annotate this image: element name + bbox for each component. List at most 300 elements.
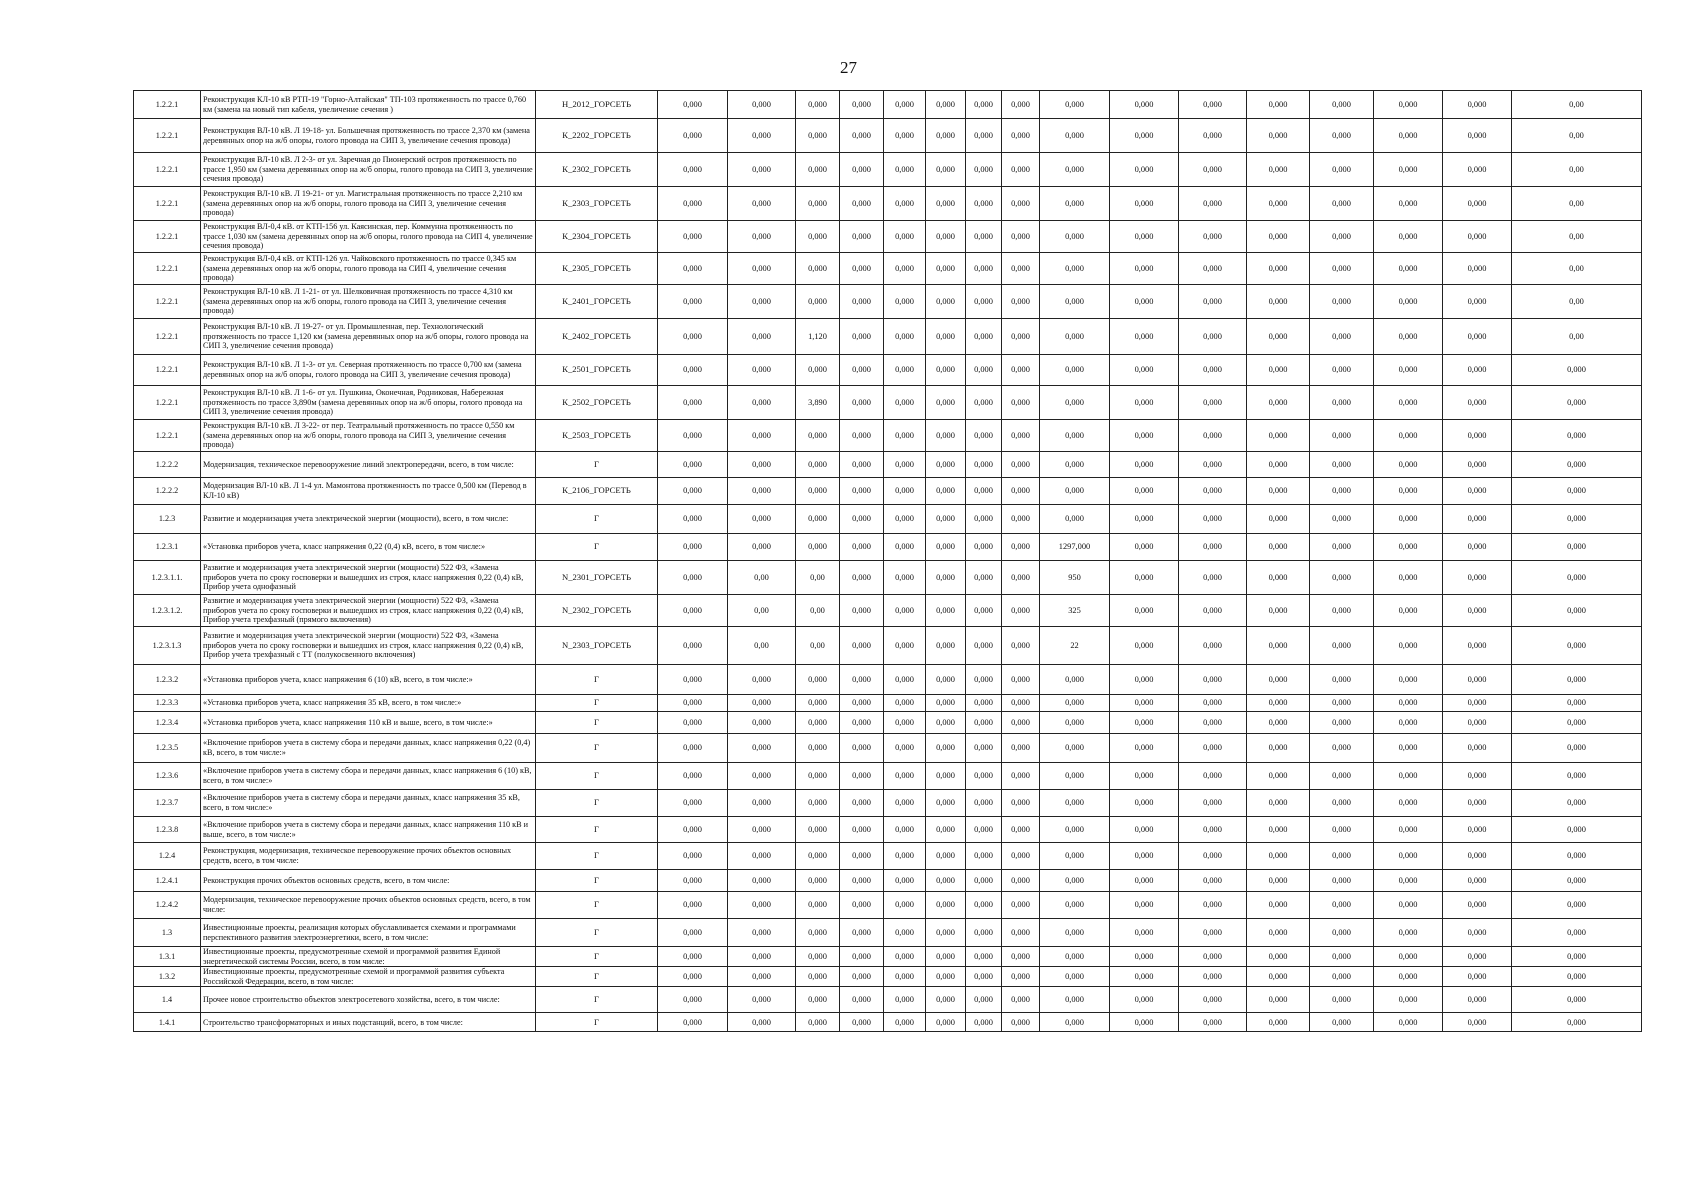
row-id-cell: 1.2.3.8	[134, 817, 201, 843]
row-value-cell: 0,000	[1247, 763, 1310, 790]
row-value-cell: 0,000	[1247, 119, 1310, 153]
row-id-cell: 1.2.3.4	[134, 712, 201, 734]
row-code-cell: Г	[536, 843, 658, 870]
row-value-cell: 0,000	[926, 790, 966, 817]
row-value-cell: 0,000	[884, 285, 926, 319]
table-row	[134, 355, 1642, 386]
row-value-cell: 0,000	[1374, 285, 1443, 319]
row-value-cell: 0,000	[966, 355, 1002, 386]
row-value-cell: 0,000	[1179, 505, 1247, 534]
row-value-cell: 0,000	[1512, 420, 1642, 452]
row-value-cell: 0,000	[1002, 967, 1040, 987]
table-row	[134, 790, 1642, 817]
row-value-cell: 0,000	[884, 187, 926, 221]
row-id-cell: 1.2.2.1	[134, 253, 201, 285]
row-id-cell: 1.2.2.1	[134, 221, 201, 253]
row-value-cell: 0,000	[840, 561, 884, 595]
row-value-cell: 0,000	[1247, 870, 1310, 892]
row-value-cell: 0,000	[658, 386, 728, 420]
row-value-cell: 0,000	[1040, 763, 1110, 790]
row-description-cell: Реконструкция ВЛ-10 кВ. Л 1-21- от ул. Шелковичная протяженность по трассе 4,310 км (замена деревянных опор на ж/б опоры, голого провода на СИП 3, увеличение сечения провода)	[201, 285, 536, 319]
investment-program-table	[133, 90, 1642, 1032]
row-value-cell: 0,000	[1512, 987, 1642, 1013]
row-value-cell: 0,000	[966, 967, 1002, 987]
row-value-cell: 0,000	[1040, 478, 1110, 505]
row-code-cell: N_2301_ГОРСЕТЬ	[536, 561, 658, 595]
row-code-cell: Г	[536, 892, 658, 919]
row-value-cell: 0,000	[1310, 534, 1374, 561]
row-value-cell: 0,000	[1110, 119, 1179, 153]
row-value-cell: 0,000	[1443, 627, 1512, 665]
page-number: 27	[840, 58, 857, 77]
row-value-cell: 0,000	[658, 817, 728, 843]
row-value-cell: 0,000	[1374, 843, 1443, 870]
row-value-cell: 0,000	[1247, 452, 1310, 478]
row-value-cell: 0,000	[884, 919, 926, 947]
row-code-cell: К_2202_ГОРСЕТЬ	[536, 119, 658, 153]
row-id-cell: 1.2.2.1	[134, 285, 201, 319]
row-id-cell: 1.2.2.1	[134, 91, 201, 119]
row-value-cell: 0,000	[884, 1013, 926, 1032]
row-value-cell: 0,000	[1374, 386, 1443, 420]
row-value-cell: 0,000	[1179, 919, 1247, 947]
row-description-cell: Инвестиционные проекты, предусмотренные схемой и программой развития субъекта Российской Федерации, всего, в том числе:	[201, 967, 536, 987]
row-value-cell: 0,000	[1443, 386, 1512, 420]
row-value-cell: 0,000	[840, 790, 884, 817]
row-value-cell: 0,000	[1512, 817, 1642, 843]
row-value-cell: 0,000	[1374, 870, 1443, 892]
row-id-cell: 1.2.2.1	[134, 355, 201, 386]
row-value-cell: 0,000	[1110, 452, 1179, 478]
row-id-cell: 1.2.2.1	[134, 386, 201, 420]
row-value-cell: 0,000	[1310, 763, 1374, 790]
row-value-cell: 0,000	[796, 153, 840, 187]
row-value-cell: 0,000	[1002, 790, 1040, 817]
row-value-cell: 0,000	[926, 153, 966, 187]
row-value-cell: 0,000	[1110, 665, 1179, 695]
row-value-cell: 0,000	[926, 870, 966, 892]
row-value-cell: 0,000	[1310, 285, 1374, 319]
row-description-cell: «Включение приборов учета в систему сбора и передачи данных, класс напряжения 110 кВ и выше, всего, в том числе:»	[201, 817, 536, 843]
row-value-cell: 0,000	[796, 947, 840, 967]
row-value-cell: 0,000	[1247, 790, 1310, 817]
row-value-cell: 0,000	[1374, 947, 1443, 967]
row-value-cell: 0,000	[1110, 987, 1179, 1013]
row-value-cell: 0,000	[1310, 665, 1374, 695]
row-value-cell: 0,000	[1110, 817, 1179, 843]
row-value-cell: 0,000	[926, 892, 966, 919]
row-value-cell: 0,000	[1002, 355, 1040, 386]
row-value-cell: 0,000	[840, 595, 884, 627]
row-value-cell: 0,000	[1374, 452, 1443, 478]
row-value-cell: 0,000	[1110, 919, 1179, 947]
row-value-cell: 0,000	[796, 452, 840, 478]
row-value-cell: 0,000	[658, 452, 728, 478]
row-value-cell: 0,000	[840, 119, 884, 153]
row-value-cell: 0,000	[1443, 734, 1512, 763]
table-row	[134, 119, 1642, 153]
row-value-cell: 0,000	[1310, 734, 1374, 763]
row-value-cell: 0,000	[926, 695, 966, 712]
row-value-cell: 0,000	[1040, 420, 1110, 452]
row-value-cell: 0,000	[926, 843, 966, 870]
row-description-cell: Модернизация ВЛ-10 кВ. Л 1-4 ул. Мамонтова протяженность по трассе 0,500 км (Перевод в КЛ-10 кВ)	[201, 478, 536, 505]
row-value-cell: 0,000	[1179, 91, 1247, 119]
row-value-cell: 0,000	[966, 919, 1002, 947]
row-value-cell: 0,000	[1002, 561, 1040, 595]
row-value-cell: 0,000	[1247, 665, 1310, 695]
row-value-cell: 0,000	[1110, 505, 1179, 534]
table-row	[134, 534, 1642, 561]
row-id-cell: 1.2.2.1	[134, 420, 201, 452]
row-value-cell: 0,000	[728, 478, 796, 505]
row-value-cell: 0,000	[1110, 386, 1179, 420]
row-description-cell: Инвестиционные проекты, предусмотренные схемой и программой развития Единой энергетической системы России, всего, в том числе:	[201, 947, 536, 967]
row-value-cell: 0,000	[1110, 627, 1179, 665]
row-value-cell: 0,000	[1247, 355, 1310, 386]
row-value-cell: 0,000	[1512, 355, 1642, 386]
row-value-cell: 0,000	[1374, 187, 1443, 221]
row-value-cell: 0,000	[926, 452, 966, 478]
row-value-cell: 0,000	[1110, 319, 1179, 355]
row-value-cell: 0,000	[926, 595, 966, 627]
row-code-cell: К_2401_ГОРСЕТЬ	[536, 285, 658, 319]
row-value-cell: 0,000	[1374, 534, 1443, 561]
row-value-cell: 0,000	[840, 665, 884, 695]
row-value-cell: 0,000	[728, 712, 796, 734]
row-description-cell: Развитие и модернизация учета электрической энергии (мощности) 522 ФЗ, «Замена приборов учета по сроку госповерки и вышедших из строя, класс напряжения 0,22 (0,4) кВ, Прибор учета трехфазный (прямого включения)	[201, 595, 536, 627]
row-value-cell: 0,000	[1512, 386, 1642, 420]
row-value-cell: 0,000	[926, 534, 966, 561]
row-value-cell: 0,000	[840, 843, 884, 870]
row-value-cell: 0,000	[840, 253, 884, 285]
row-value-cell: 0,000	[1443, 843, 1512, 870]
row-value-cell: 0,000	[966, 285, 1002, 319]
row-value-cell: 0,000	[796, 695, 840, 712]
table-row	[134, 817, 1642, 843]
row-value-cell: 0,000	[1374, 319, 1443, 355]
row-value-cell: 0,000	[884, 627, 926, 665]
row-value-cell: 0,000	[840, 355, 884, 386]
row-description-cell: Реконструкция ВЛ-10 кВ. Л 3-22- от пер. Театральный протяженность по трассе 0,550 км (замена деревянных опор на ж/б опоры, голого провода на СИП 3, увеличение сечения провода)	[201, 420, 536, 452]
row-value-cell: 0,000	[796, 763, 840, 790]
row-value-cell: 0,000	[728, 665, 796, 695]
row-value-cell: 0,000	[1247, 153, 1310, 187]
row-value-cell: 0,000	[1374, 817, 1443, 843]
row-value-cell: 0,000	[840, 817, 884, 843]
table-row	[134, 478, 1642, 505]
row-value-cell: 0,00	[728, 595, 796, 627]
row-value-cell: 0,000	[796, 1013, 840, 1032]
row-value-cell: 0,000	[1179, 187, 1247, 221]
row-value-cell: 0,000	[658, 665, 728, 695]
row-value-cell: 0,000	[840, 386, 884, 420]
row-value-cell: 0,000	[884, 695, 926, 712]
row-value-cell: 0,000	[658, 790, 728, 817]
row-value-cell: 0,000	[1310, 712, 1374, 734]
row-value-cell: 0,000	[884, 420, 926, 452]
row-value-cell: 0,000	[926, 91, 966, 119]
row-value-cell: 0,000	[728, 870, 796, 892]
row-value-cell: 0,000	[926, 285, 966, 319]
table-row	[134, 870, 1642, 892]
row-value-cell: 0,000	[1512, 892, 1642, 919]
row-value-cell: 0,000	[1002, 947, 1040, 967]
row-value-cell: 0,000	[926, 919, 966, 947]
row-value-cell: 0,00	[728, 627, 796, 665]
row-value-cell: 0,000	[1374, 665, 1443, 695]
row-value-cell: 0,000	[926, 817, 966, 843]
table-row	[134, 595, 1642, 627]
row-value-cell: 0,000	[796, 91, 840, 119]
row-value-cell: 0,000	[1247, 1013, 1310, 1032]
row-value-cell: 0,000	[884, 987, 926, 1013]
row-value-cell: 0,000	[796, 355, 840, 386]
row-value-cell: 0,000	[1002, 386, 1040, 420]
table-row	[134, 319, 1642, 355]
row-value-cell: 0,000	[1040, 355, 1110, 386]
row-value-cell: 0,000	[1512, 947, 1642, 967]
row-value-cell: 0,000	[840, 967, 884, 987]
row-value-cell: 0,000	[1002, 91, 1040, 119]
row-value-cell: 0,000	[1040, 734, 1110, 763]
row-value-cell: 0,000	[926, 561, 966, 595]
row-value-cell: 0,000	[796, 119, 840, 153]
row-code-cell: К_2501_ГОРСЕТЬ	[536, 355, 658, 386]
row-value-cell: 0,000	[728, 987, 796, 1013]
row-value-cell: 0,000	[926, 355, 966, 386]
row-value-cell: 0,000	[658, 534, 728, 561]
row-value-cell: 0,000	[728, 452, 796, 478]
row-value-cell: 0,000	[728, 967, 796, 987]
row-value-cell: 0,000	[1247, 712, 1310, 734]
row-value-cell: 0,000	[1002, 892, 1040, 919]
row-code-cell: Г	[536, 870, 658, 892]
row-value-cell: 0,000	[884, 221, 926, 253]
row-value-cell: 0,000	[658, 561, 728, 595]
row-description-cell: Реконструкция ВЛ-10 кВ. Л 1-3- от ул. Северная протяженность по трассе 0,700 км (замена деревянных опор на ж/б опоры, голого провода на СИП 3, увеличение сечения провода)	[201, 355, 536, 386]
row-value-cell: 0,000	[1374, 119, 1443, 153]
row-value-cell: 0,000	[1443, 947, 1512, 967]
row-id-cell: 1.4.1	[134, 1013, 201, 1032]
row-value-cell: 0,000	[966, 947, 1002, 967]
row-code-cell: Г	[536, 919, 658, 947]
row-value-cell: 0,000	[1110, 734, 1179, 763]
row-value-cell: 0,000	[1002, 505, 1040, 534]
row-value-cell: 0,000	[1179, 221, 1247, 253]
row-value-cell: 0,000	[966, 153, 1002, 187]
row-id-cell: 1.3.1	[134, 947, 201, 967]
row-value-cell: 0,000	[1512, 665, 1642, 695]
row-value-cell: 0,000	[1374, 253, 1443, 285]
row-value-cell: 0,000	[840, 187, 884, 221]
row-value-cell: 0,000	[926, 947, 966, 967]
row-value-cell: 0,000	[658, 843, 728, 870]
row-value-cell: 0,000	[1002, 319, 1040, 355]
row-value-cell: 0,000	[840, 91, 884, 119]
row-value-cell: 0,000	[840, 534, 884, 561]
row-value-cell: 0,000	[1443, 987, 1512, 1013]
row-value-cell: 0,000	[966, 386, 1002, 420]
row-value-cell: 0,000	[1247, 91, 1310, 119]
row-value-cell: 0,000	[1310, 595, 1374, 627]
row-value-cell: 0,000	[884, 843, 926, 870]
row-value-cell: 0,000	[1443, 478, 1512, 505]
row-value-cell: 0,000	[728, 734, 796, 763]
row-id-cell: 1.2.3	[134, 505, 201, 534]
row-value-cell: 0,000	[884, 790, 926, 817]
row-description-cell: Инвестиционные проекты, реализация которых обуславливается схемами и программами перспективного развития электроэнергетики, всего, в том числе:	[201, 919, 536, 947]
row-value-cell: 3,890	[796, 386, 840, 420]
row-value-cell: 1297,000	[1040, 534, 1110, 561]
row-value-cell: 0,000	[966, 595, 1002, 627]
row-value-cell: 0,000	[1179, 967, 1247, 987]
row-value-cell: 0,000	[1002, 734, 1040, 763]
row-value-cell: 0,000	[1110, 947, 1179, 967]
row-description-cell: Реконструкция ВЛ-0,4 кВ. от КТП-156 ул. Каясинская, пер. Коммунна протяженность по трассе 1,030 км (замена деревянных опор на ж/б опоры, голого провода на СИП 4, увеличение сечения провода)	[201, 221, 536, 253]
row-id-cell: 1.2.2.1	[134, 187, 201, 221]
row-value-cell: 0,000	[1179, 763, 1247, 790]
row-value-cell: 0,000	[1443, 285, 1512, 319]
row-value-cell: 0,000	[796, 187, 840, 221]
row-value-cell: 0,000	[1512, 452, 1642, 478]
row-value-cell: 0,000	[1040, 386, 1110, 420]
row-value-cell: 0,000	[658, 187, 728, 221]
row-value-cell: 1,120	[796, 319, 840, 355]
row-value-cell: 0,000	[728, 1013, 796, 1032]
row-value-cell: 0,000	[926, 386, 966, 420]
row-value-cell: 0,000	[1002, 712, 1040, 734]
row-value-cell: 325	[1040, 595, 1110, 627]
row-value-cell: 0,000	[1040, 1013, 1110, 1032]
row-value-cell: 0,000	[840, 153, 884, 187]
row-value-cell: 0,000	[1512, 505, 1642, 534]
row-value-cell: 950	[1040, 561, 1110, 595]
row-value-cell: 0,000	[796, 734, 840, 763]
table-row	[134, 947, 1642, 967]
row-value-cell: 0,000	[1443, 187, 1512, 221]
row-value-cell: 0,000	[840, 627, 884, 665]
row-value-cell: 0,000	[1443, 919, 1512, 947]
row-value-cell: 0,000	[1179, 119, 1247, 153]
row-code-cell: Г	[536, 763, 658, 790]
row-value-cell: 0,000	[884, 452, 926, 478]
row-value-cell: 0,000	[658, 420, 728, 452]
row-value-cell: 0,000	[1247, 919, 1310, 947]
row-code-cell: К_2302_ГОРСЕТЬ	[536, 153, 658, 187]
row-value-cell: 0,000	[1002, 420, 1040, 452]
row-value-cell: 0,000	[1179, 561, 1247, 595]
table-row	[134, 734, 1642, 763]
row-value-cell: 0,000	[1040, 153, 1110, 187]
row-value-cell: 0,000	[728, 763, 796, 790]
row-value-cell: 0,000	[1179, 1013, 1247, 1032]
table-row	[134, 919, 1642, 947]
row-value-cell: 0,000	[1110, 892, 1179, 919]
row-code-cell: К_2502_ГОРСЕТЬ	[536, 386, 658, 420]
row-value-cell: 0,000	[884, 595, 926, 627]
row-value-cell: 0,000	[1374, 627, 1443, 665]
row-value-cell: 0,000	[926, 187, 966, 221]
row-code-cell: К_2106_ГОРСЕТЬ	[536, 478, 658, 505]
row-code-cell: Г	[536, 734, 658, 763]
row-value-cell: 0,000	[1040, 665, 1110, 695]
row-code-cell: Г	[536, 665, 658, 695]
row-value-cell: 0,000	[658, 119, 728, 153]
row-value-cell: 0,000	[1179, 947, 1247, 967]
row-id-cell: 1.2.4	[134, 843, 201, 870]
row-code-cell: Г	[536, 817, 658, 843]
row-value-cell: 0,000	[884, 734, 926, 763]
row-value-cell: 0,000	[1247, 892, 1310, 919]
row-value-cell: 0,00	[1512, 253, 1642, 285]
row-value-cell: 0,000	[840, 919, 884, 947]
row-value-cell: 0,000	[658, 355, 728, 386]
row-value-cell: 0,000	[1179, 987, 1247, 1013]
row-value-cell: 0,000	[1247, 734, 1310, 763]
row-value-cell: 0,000	[1247, 843, 1310, 870]
row-value-cell: 0,000	[1179, 665, 1247, 695]
row-value-cell: 0,000	[1310, 355, 1374, 386]
row-value-cell: 0,000	[926, 1013, 966, 1032]
row-value-cell: 0,000	[1443, 253, 1512, 285]
row-value-cell: 0,000	[966, 187, 1002, 221]
row-value-cell: 0,000	[840, 695, 884, 712]
row-value-cell: 0,000	[840, 734, 884, 763]
row-value-cell: 0,000	[1443, 595, 1512, 627]
row-value-cell: 0,000	[796, 285, 840, 319]
row-value-cell: 0,000	[1247, 285, 1310, 319]
row-value-cell: 0,000	[796, 817, 840, 843]
row-value-cell: 0,000	[1310, 561, 1374, 595]
row-value-cell: 0,000	[1443, 534, 1512, 561]
row-value-cell: 0,000	[1310, 452, 1374, 478]
row-value-cell: 0,000	[1040, 870, 1110, 892]
row-value-cell: 0,000	[1110, 595, 1179, 627]
table-row	[134, 1013, 1642, 1032]
row-value-cell: 0,000	[966, 987, 1002, 1013]
row-value-cell: 0,000	[796, 919, 840, 947]
row-value-cell: 0,000	[728, 817, 796, 843]
row-id-cell: 1.4	[134, 987, 201, 1013]
row-value-cell: 0,000	[1310, 505, 1374, 534]
row-value-cell: 0,000	[1002, 870, 1040, 892]
row-value-cell: 0,000	[1110, 870, 1179, 892]
table-row	[134, 386, 1642, 420]
row-id-cell: 1.2.3.5	[134, 734, 201, 763]
row-value-cell: 0,000	[1179, 695, 1247, 712]
row-value-cell: 0,000	[840, 478, 884, 505]
row-value-cell: 0,000	[1374, 478, 1443, 505]
row-value-cell: 0,000	[840, 870, 884, 892]
row-description-cell: «Включение приборов учета в систему сбора и передачи данных, класс напряжения 6 (10) кВ, всего, в том числе:»	[201, 763, 536, 790]
row-value-cell: 0,000	[1040, 843, 1110, 870]
row-value-cell: 0,000	[728, 790, 796, 817]
table-row	[134, 627, 1642, 665]
row-value-cell: 0,000	[926, 221, 966, 253]
row-value-cell: 0,000	[966, 452, 1002, 478]
table-row	[134, 285, 1642, 319]
row-id-cell: 1.3	[134, 919, 201, 947]
row-value-cell: 0,000	[1002, 627, 1040, 665]
row-value-cell: 0,000	[1374, 505, 1443, 534]
row-value-cell: 0,000	[840, 1013, 884, 1032]
row-value-cell: 0,000	[1002, 987, 1040, 1013]
row-value-cell: 0,000	[966, 561, 1002, 595]
row-value-cell: 0,000	[728, 187, 796, 221]
row-value-cell: 0,000	[1247, 817, 1310, 843]
row-id-cell: 1.2.2.1	[134, 153, 201, 187]
